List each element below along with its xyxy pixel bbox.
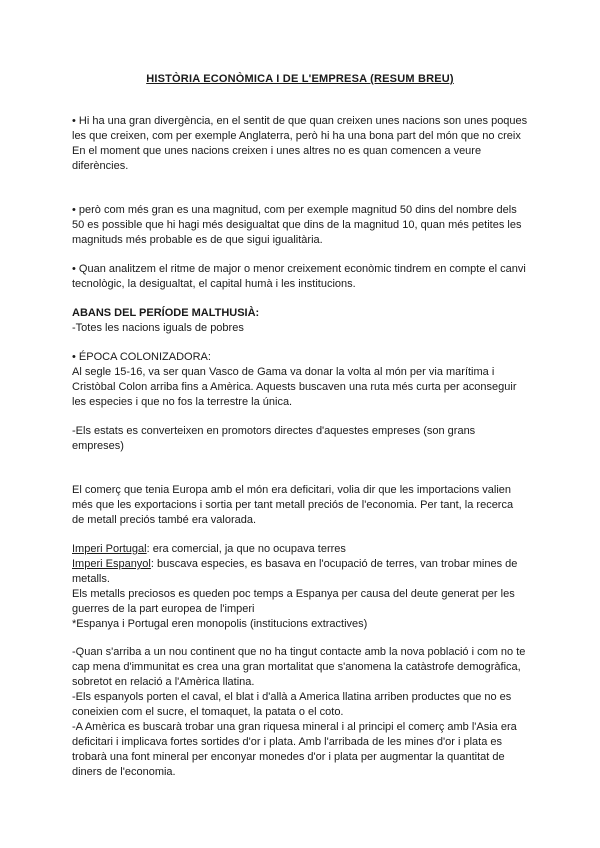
section-empires — [72, 542, 528, 632]
text-differences: En el moment que unes nacions creixen i unes altres no es quan comencen a veure diferències. — [72, 145, 482, 172]
paragraph-states — [72, 424, 528, 454]
bullet-divergence: • Hi ha una gran divergència, en el sentit de que quan creixen unes nacions son unes poques les que creixen, com per exemple Anglaterra, però hi ha una bona part del món que no creix — [72, 115, 528, 142]
paragraph-growth — [72, 262, 528, 292]
section-malthusian — [72, 306, 528, 336]
section-consequences — [72, 645, 528, 780]
text-states: -Els estats es converteixen en promotors directes d'aquestes empreses (son grans empreses) — [72, 425, 476, 452]
section-heading: ABANS DEL PERÍODE MALTHUSIÀ: — [72, 307, 260, 319]
text-minerals: -A Amèrica es buscarà trobar una gran riquesa mineral i al principi el comerç amb l'Asia era deficitari i implicava fortes sortides d'or i plata. Amb l'arribada de les mines d'or i plata es trobarà una font mineral per enconyar monedes d'or i plata per augmentar la quantitat de diners de l'economia. — [72, 721, 517, 778]
paragraph-trade — [72, 483, 528, 528]
text-equal-poor: -Totes les nacions iguals de pobres — [72, 322, 244, 334]
document-title: HISTÒRIA ECONÒMICA I DE L'EMPRESA (RESUM BREU) — [146, 73, 454, 85]
section-colonial — [72, 350, 528, 410]
text-trade: El comerç que tenia Europa amb el món era deficitari, volia dir que les importacions valien més que les exportacions i sortia per tant metall preciós de l'economia. Per tant, la recerca de metall preciós també era valorada. — [72, 484, 514, 526]
label-spain: Imperi Espanyol — [72, 558, 151, 570]
text-metals: Els metalls preciosos es queden poc temps a Espanya per causa del deute generat per les guerres de la part europea de l'imperi — [72, 588, 515, 615]
label-portugal: Imperi Portugal — [72, 543, 147, 555]
paragraph-magnitude — [72, 203, 528, 248]
text-demographic: -Quan s'arriba a un nou continent que no ha tingut contacte amb la nova població i com no te cap mena d'immunitat es crea una gran mortalitat que s'anomena la catàstrofe demogràfica, sobretot en relació a l'Amèrica llatina. — [72, 646, 526, 688]
paragraph-divergence — [72, 114, 528, 174]
text-spain: Imperi Espanyol: buscava especies, es basava en l'ocupació de terres, van trobar mines de metalls. — [72, 558, 518, 585]
text-portugal: Imperi Portugal: era comercial, ja que no ocupava terres — [72, 543, 346, 555]
text-colonial-era: Al segle 15-16, va ser quan Vasco de Gama va donar la volta al món per via marítima i Cristòbal Colon arriba fins a Amèrica. Aquests buscaven una ruta més curta per aconseguir les especies i que no fos la terrestre la única. — [72, 366, 517, 408]
text-products: -Els espanyols porten el caval, el blat i d'allà a America llatina arriben productes que no es coneixien com el sucre, el tomaquet, la patata o el coto. — [72, 691, 512, 718]
bullet-colonial-era: • ÉPOCA COLONIZADORA: — [72, 351, 211, 363]
bullet-growth: • Quan analitzem el ritme de major o menor creixement econòmic tindrem en compte el canvi tecnològic, la desigualtat, el capital humà i les institucions. — [72, 263, 526, 290]
text-monopolies: *Espanya i Portugal eren monopolis (institucions extractives) — [72, 618, 368, 630]
bullet-magnitude: • però com més gran es una magnitud, com per exemple magnitud 50 dins del nombre dels 50 es possible que hi hagi més desigualtat que dins de la magnitud 10, quan més petites les magnituds més probable es de que sigui igualitària. — [72, 204, 522, 246]
